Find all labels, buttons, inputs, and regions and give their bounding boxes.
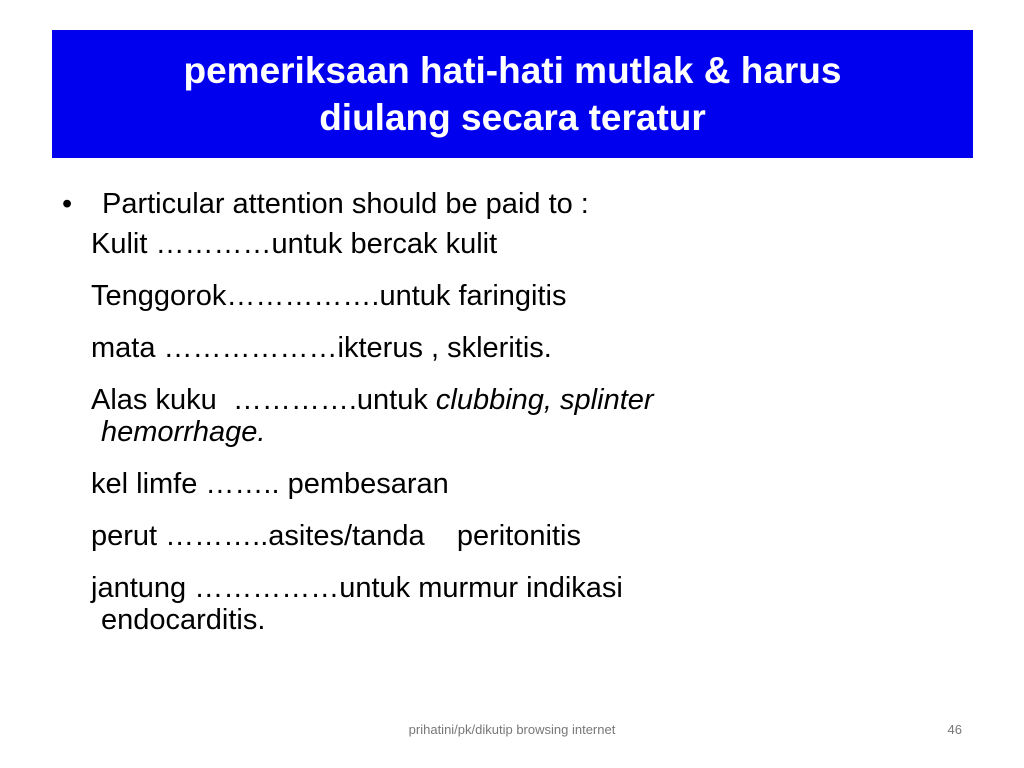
footer-source: prihatini/pk/dikutip browsing internet — [408, 722, 616, 737]
item-text: kel limfe …….. pembesaran — [91, 468, 449, 500]
item-italic-continuation: hemorrhage. — [101, 416, 266, 448]
bullet-item — [58, 180, 958, 228]
item-continuation: endocarditis. — [101, 604, 266, 636]
list-item-jantung — [58, 572, 958, 636]
item-text: Tenggorok…………….untuk faringitis — [91, 280, 567, 312]
item-text: Kulit …………untuk bercak kulit — [91, 228, 498, 260]
list-item-kel-limfe — [58, 468, 958, 500]
list-item-mata — [58, 332, 958, 364]
item-text: mata ………………ikterus , skleritis. — [91, 332, 552, 364]
slide-title — [184, 47, 842, 142]
slide-body — [58, 180, 958, 656]
bullet-dot-icon: • — [62, 188, 73, 220]
item-text: perut ………..asites/tanda peritonitis — [91, 520, 581, 552]
slide-title-banner — [52, 30, 973, 158]
list-item-perut — [58, 520, 958, 552]
item-italic-text: clubbing, splinter — [435, 384, 654, 416]
bullet-text: Particular attention should be paid to : — [102, 188, 589, 220]
item-text: Alas kuku ………….untuk — [91, 384, 436, 416]
list-item-kulit — [58, 228, 958, 260]
slide-number: 46 — [947, 722, 962, 737]
item-text: jantung ……………untuk murmur indikasi — [91, 572, 623, 604]
list-item-tenggorok — [58, 280, 958, 312]
slide-title-line-2: diulang secara teratur — [319, 97, 706, 138]
slide-title-line-1: pemeriksaan hati-hati mutlak & harus — [183, 49, 842, 91]
list-item-alas-kuku — [58, 384, 958, 448]
